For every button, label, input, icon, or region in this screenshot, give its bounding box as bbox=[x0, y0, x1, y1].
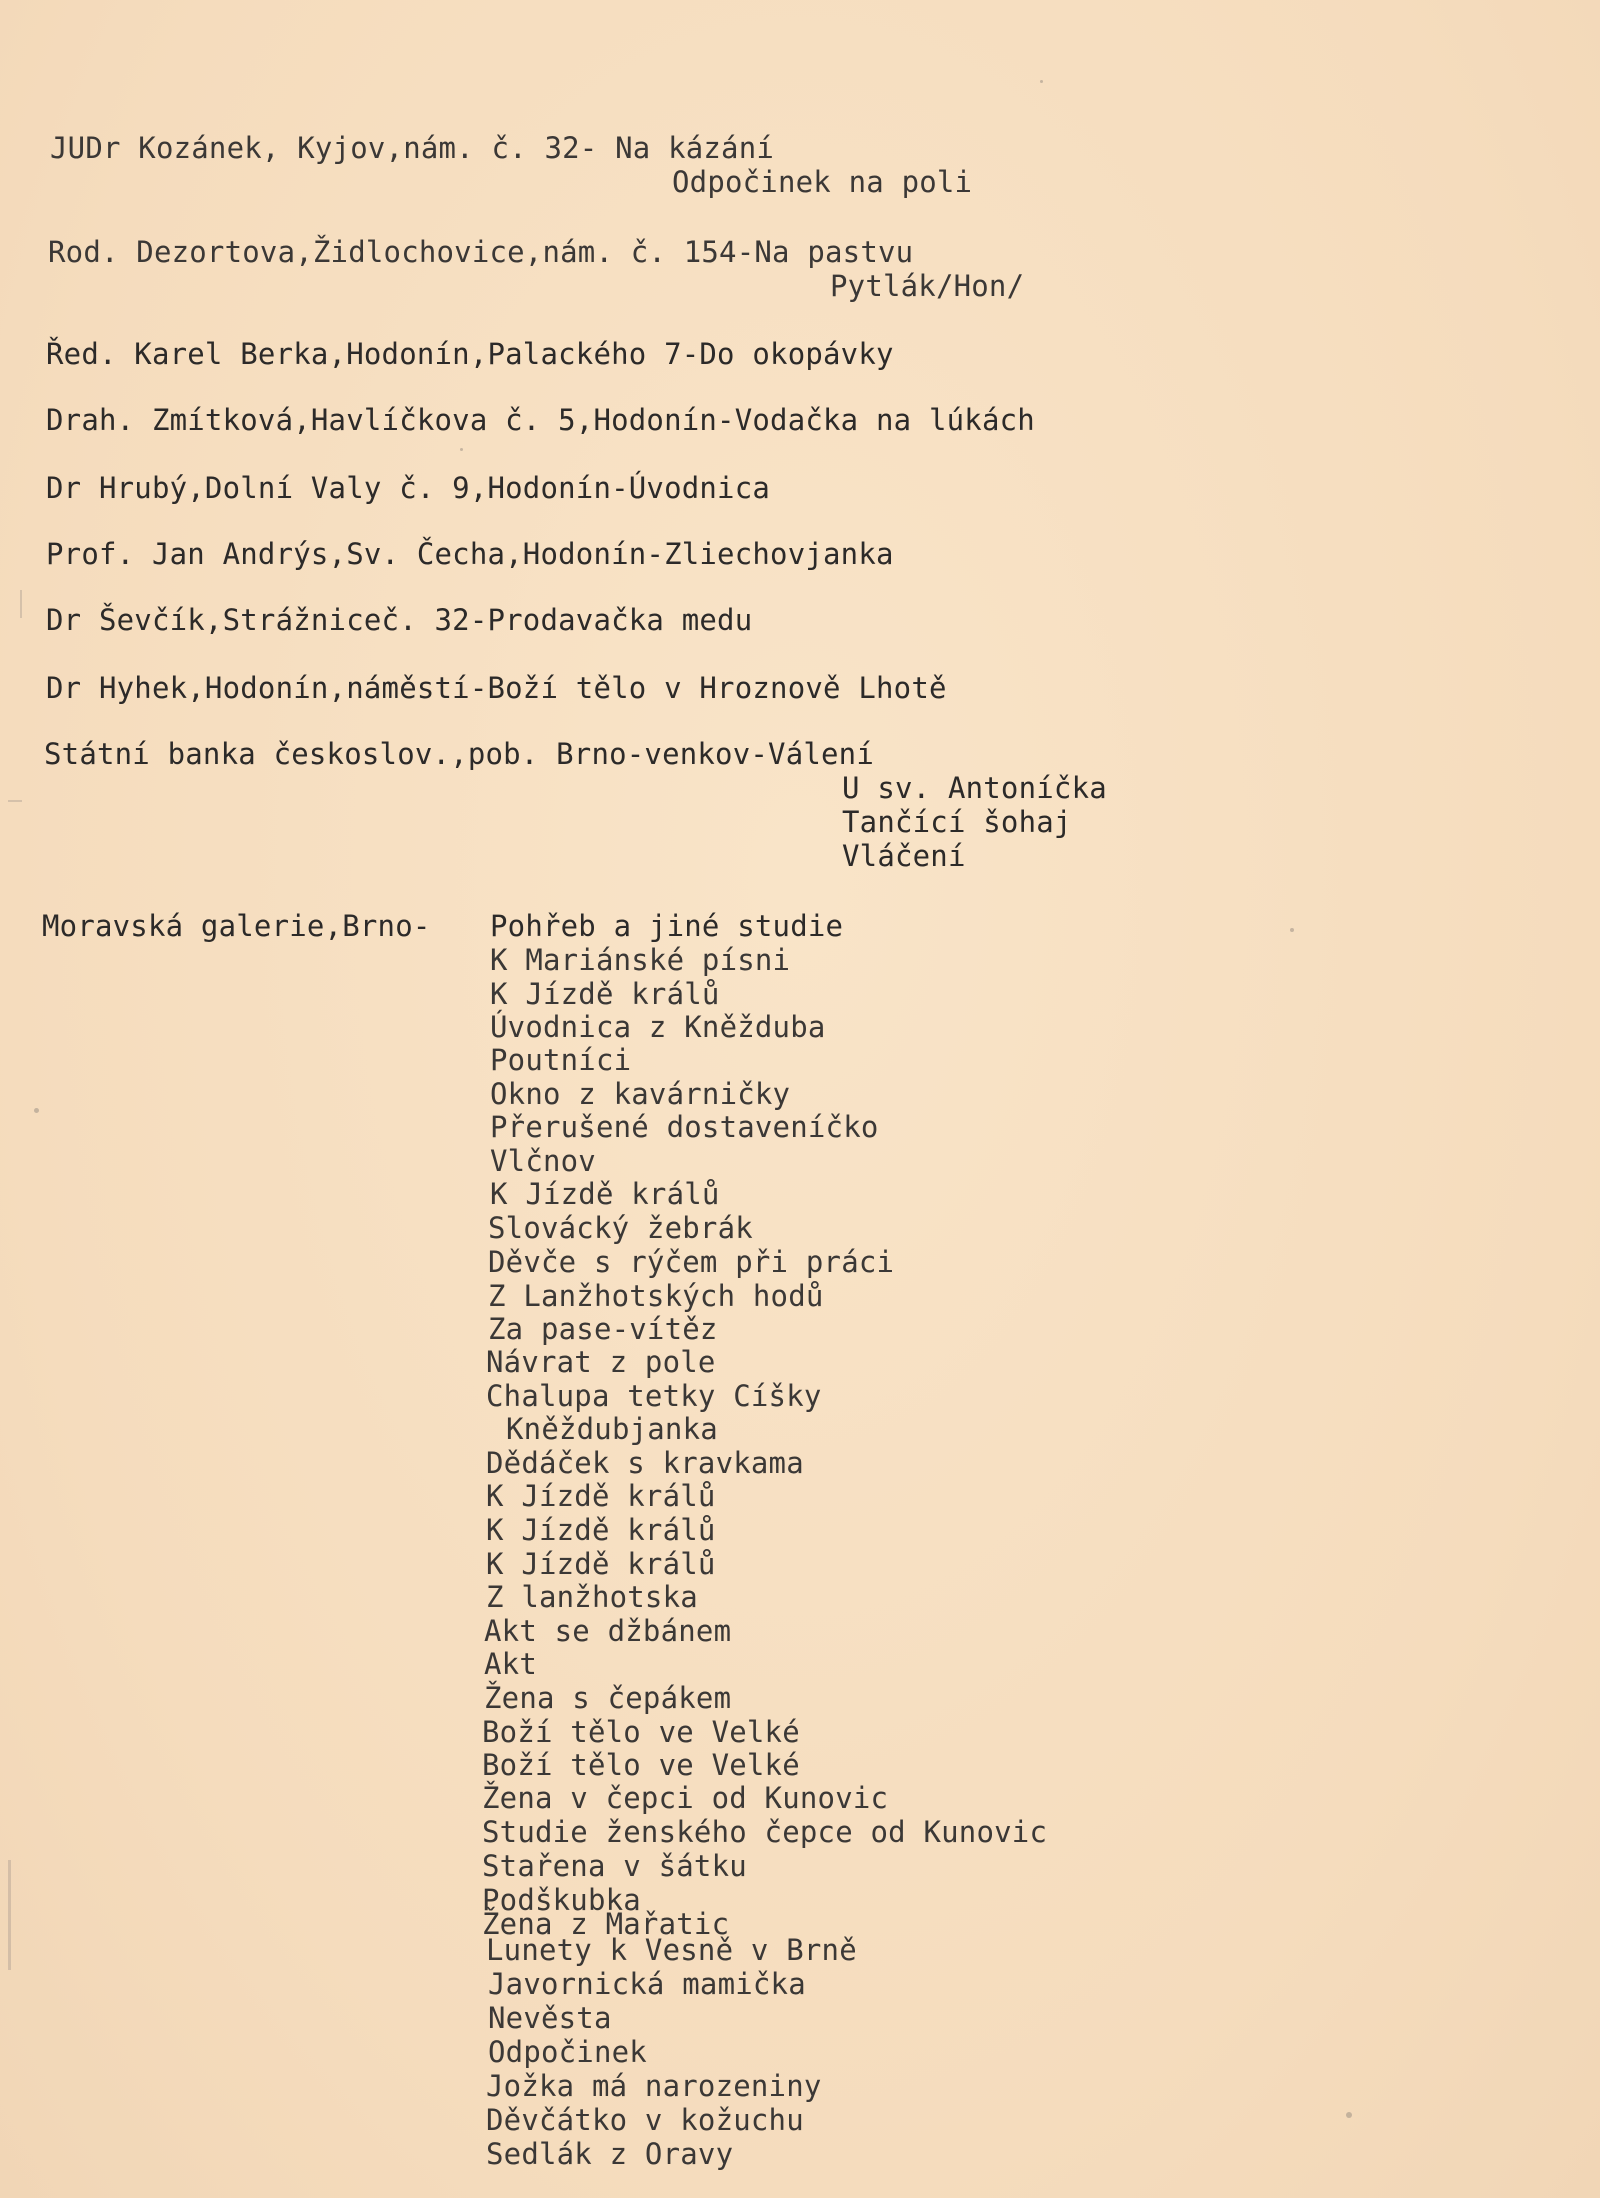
gallery-work: K Jízdě králů bbox=[490, 1177, 720, 1211]
gallery-work: K Jízdě králů bbox=[486, 1513, 716, 1547]
entry-statni-banka-work-3: Tančící šohaj bbox=[842, 805, 1072, 839]
gallery-work: Dědáček s kravkama bbox=[486, 1446, 804, 1480]
entry-sevcik: Dr Ševčík,Strážniceč. 32-Prodavačka medu bbox=[46, 603, 753, 637]
gallery-work: K Mariánské písni bbox=[490, 943, 791, 977]
entry-andrys: Prof. Jan Andrýs,Sv. Čecha,Hodonín-Zliechovjanka bbox=[46, 537, 894, 571]
gallery-work: Studie ženského čepce od Kunovic bbox=[482, 1815, 1048, 1849]
entry-dezortova: Rod. Dezortova,Židlochovice,nám. č. 154-Na pastvu bbox=[48, 235, 914, 269]
gallery-work: Okno z kavárničky bbox=[490, 1077, 791, 1111]
paper-speck bbox=[1346, 2112, 1352, 2118]
gallery-work: Kněždubjanka bbox=[506, 1412, 718, 1446]
gallery-work: K Jízdě králů bbox=[486, 1547, 716, 1581]
entry-berka: Řed. Karel Berka,Hodonín,Palackého 7-Do okopávky bbox=[46, 337, 894, 371]
gallery-work: Žena z Mařatic bbox=[482, 1907, 730, 1941]
gallery-work: Děvče s rýčem při práci bbox=[488, 1245, 895, 1279]
entry-kozanek: JUDr Kozánek, Kyjov,nám. č. 32- Na kázání bbox=[50, 131, 775, 165]
gallery-work: Za pase-vítěz bbox=[488, 1312, 718, 1346]
gallery-work: Akt se džbánem bbox=[484, 1614, 732, 1648]
gallery-work: Návrat z pole bbox=[486, 1345, 716, 1379]
entry-zmitkova: Drah. Zmítková,Havlíčkova č. 5,Hodonín-Vodačka na lúkách bbox=[46, 403, 1035, 437]
entry-statni-banka-work-2: U sv. Antoníčka bbox=[842, 771, 1107, 805]
gallery-work: Akt bbox=[484, 1647, 537, 1681]
paper-speck bbox=[460, 448, 463, 451]
paper-edge-mark bbox=[20, 590, 22, 618]
entry-statni-banka-work-4: Vláčení bbox=[842, 839, 966, 873]
paper-speck bbox=[1040, 80, 1043, 83]
entry-kozanek-work-2: Odpočinek na poli bbox=[672, 165, 973, 199]
paper-edge-mark bbox=[8, 800, 22, 802]
paper-edge-mark bbox=[8, 1860, 11, 1970]
gallery-work: Přerušené dostaveníčko bbox=[490, 1110, 879, 1144]
gallery-work: Z lanžhotska bbox=[486, 1580, 698, 1614]
paper-speck bbox=[34, 1108, 39, 1113]
gallery-work: Stařena v šátku bbox=[482, 1849, 747, 1883]
gallery-work: Úvodnica z Kněžduba bbox=[490, 1010, 826, 1044]
gallery-work: Podškubka bbox=[482, 1883, 641, 1917]
gallery-work: Chalupa tetky Cíšky bbox=[486, 1379, 822, 1413]
gallery-work: Žena v čepci od Kunovic bbox=[482, 1781, 889, 1815]
gallery-work: Odpočinek bbox=[488, 2035, 647, 2069]
entry-hruby: Dr Hrubý,Dolní Valy č. 9,Hodonín-Úvodnica bbox=[46, 471, 771, 505]
gallery-work: Sedlák z Oravy bbox=[486, 2137, 734, 2171]
gallery-work: Poutníci bbox=[490, 1043, 632, 1077]
gallery-work: Boží tělo ve Velké bbox=[482, 1715, 800, 1749]
gallery-work: K Jízdě králů bbox=[490, 977, 720, 1011]
gallery-work: Z Lanžhotských hodů bbox=[488, 1279, 824, 1313]
entry-hyhek: Dr Hyhek,Hodonín,náměstí-Boží tělo v Hroznově Lhotě bbox=[46, 671, 947, 705]
gallery-work: Javornická mamička bbox=[488, 1967, 806, 2001]
gallery-owner: Moravská galerie,Brno- bbox=[42, 909, 431, 943]
entry-statni-banka: Státní banka českoslov.,pob. Brno-venkov-Válení bbox=[44, 737, 874, 771]
gallery-work: Boží tělo ve Velké bbox=[482, 1748, 800, 1782]
paper-speck bbox=[1290, 928, 1294, 932]
gallery-work: Jožka má narozeniny bbox=[486, 2069, 822, 2103]
entry-dezortova-work-2: Pytlák/Hon/ bbox=[830, 269, 1025, 303]
gallery-work: Pohřeb a jiné studie bbox=[490, 909, 844, 943]
gallery-work: Slovácký žebrák bbox=[488, 1211, 753, 1245]
gallery-work: Děvčátko v kožuchu bbox=[486, 2103, 804, 2137]
gallery-work: Žena s čepákem bbox=[484, 1681, 732, 1715]
gallery-work: Nevěsta bbox=[488, 2001, 612, 2035]
gallery-work: Vlčnov bbox=[490, 1144, 596, 1178]
gallery-work: K Jízdě králů bbox=[486, 1479, 716, 1513]
gallery-work: Lunety k Vesně v Brně bbox=[486, 1933, 857, 1967]
